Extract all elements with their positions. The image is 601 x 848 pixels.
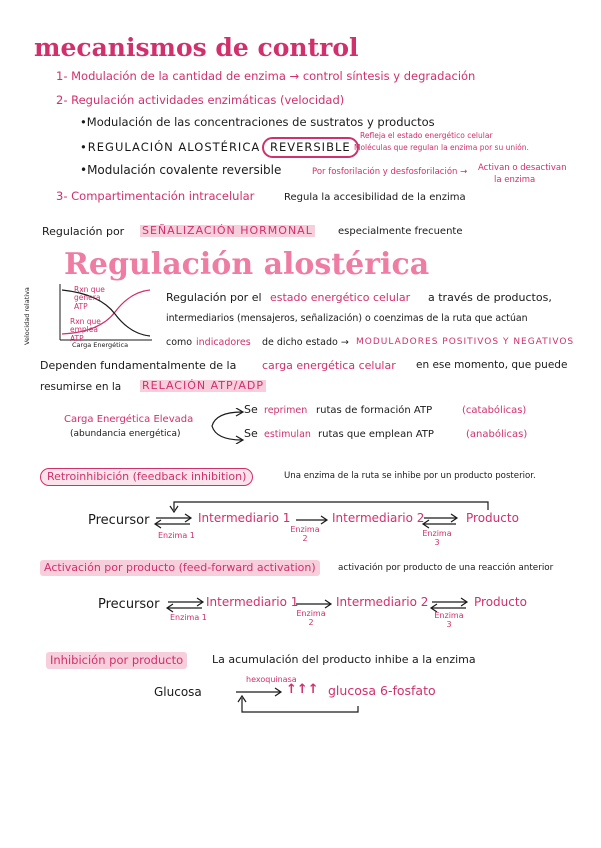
allosteric-line1-a: Regulación por el (166, 291, 262, 304)
sublist-item-3-note-2: la enzima (494, 175, 536, 185)
product-inhibition-heading: Inhibición por producto (46, 652, 187, 669)
branch2-a: Se (244, 427, 258, 440)
fb-inter2: Intermediario 2 (332, 511, 425, 525)
hormonal-suffix: especialmente frecuente (338, 226, 463, 237)
list-item-1: 1- Modulación de la cantidad de enzima → control síntesis y degradación (56, 69, 476, 83)
branch1-d: (catabólicas) (462, 405, 527, 416)
feedback-heading: Retroinhibición (feedback inhibition) (40, 468, 253, 486)
allosteric-line1-b: estado energético celular (270, 291, 411, 304)
graph-label-1: Rxn que genera ATP (74, 285, 105, 311)
allosteric-line4-b: carga energética celular (262, 359, 396, 372)
charge-label: Carga Energética Elevada (64, 414, 194, 425)
fb-product: Producto (466, 511, 519, 525)
allosteric-line5-a: resumirse en la (40, 381, 122, 393)
feedback-desc: Una enzima de la ruta se inhibe por un producto posterior. (284, 471, 536, 481)
sublist-item-3: •Modulación covalente reversible (80, 163, 282, 177)
list-item-3: 3- Compartimentación intracelular (56, 189, 255, 203)
allosteric-heading: Regulación alostérica (64, 247, 430, 282)
page-title: mecanismos de control (34, 33, 359, 62)
branch1-c: rutas de formación ATP (316, 405, 433, 416)
ff-enz2: Enzima 2 (296, 609, 326, 627)
fb-enz3: Enzima 3 (422, 529, 452, 547)
branch-arrows (206, 408, 246, 444)
ff-precursor: Precursor (98, 597, 160, 612)
graph-ylabel: Velocidad relativa (23, 287, 31, 345)
allosteric-line2: intermediarios (mensajeros, señalización) o coenzimas de la ruta que actúan (166, 313, 528, 324)
allosteric-line3-a: como (166, 337, 193, 348)
sublist-item-1: •Modulación de las concentraciones de sustratos y productos (80, 115, 435, 129)
ff-inter2: Intermediario 2 (336, 595, 429, 609)
list-item-2: 2- Regulación actividades enzimáticas (velocidad) (56, 93, 345, 107)
allosteric-line5-b: RELACIÓN ATP/ADP (142, 379, 264, 392)
fb-enz1: Enzima 1 (158, 531, 195, 540)
list-item-3-detail: Regula la accesibilidad de la enzima (284, 192, 466, 203)
allosteric-line3-c: de dicho estado → (262, 337, 349, 348)
ff-inter1: Intermediario 1 (206, 595, 299, 609)
allosteric-line4-c: en ese momento, que puede (416, 359, 568, 371)
branch1-b: reprimen (264, 405, 308, 416)
allosteric-line4-a: Dependen fundamentalmente de la (40, 359, 237, 372)
graph-label-2: Rxn que emplea ATP (70, 317, 101, 343)
feedforward-heading: Activación por producto (feed-forward activation) (40, 560, 320, 576)
fb-precursor: Precursor (88, 513, 150, 528)
branch2-b: estimulan (264, 429, 311, 440)
fb-enz2: Enzima 2 (290, 525, 320, 543)
enzyme-hexoquinasa: hexoquinasa (246, 675, 297, 684)
reversible-box: REVERSIBLE (262, 137, 359, 158)
sublist-item-2: •REGULACIÓN ALOSTÉRICA (80, 140, 261, 154)
fb-inter1: Intermediario 1 (198, 511, 291, 525)
hormonal-prefix: Regulación por (42, 225, 125, 238)
up-arrows: ↑↑↑ (286, 682, 319, 697)
allosteric-line3-d: MODULADORES POSITIVOS Y NEGATIVOS (356, 337, 575, 347)
glucosa-6-fosfato: glucosa 6-fosfato (328, 683, 436, 698)
branch1-a: Se (244, 403, 258, 416)
sublist-item-3-detail: Por fosforilación y desfosforilación → (312, 167, 468, 177)
branch2-d: (anabólicas) (466, 429, 528, 440)
allosteric-line3-b: indicadores (196, 337, 251, 348)
feedforward-desc: activación por producto de una reacción anterior (338, 563, 554, 573)
ff-product: Producto (474, 595, 527, 609)
product-inhibition-desc: La acumulación del producto inhibe a la enzima (212, 653, 476, 666)
charge-sub: (abundancia energética) (70, 429, 181, 439)
hormonal-highlight: SEÑALIZACIÓN HORMONAL (142, 224, 313, 237)
sublist-item-3-note-1: Activan o desactivan (478, 163, 567, 173)
ff-enz3: Enzima 3 (434, 611, 464, 629)
branch2-c: rutas que emplean ATP (318, 429, 434, 440)
glucosa: Glucosa (154, 685, 202, 699)
sublist-note-2: Moléculas que regulan la enzima por su unión. (354, 143, 529, 152)
sublist-note-1: Refleja el estado energético celular (360, 131, 493, 140)
ff-enz1: Enzima 1 (170, 613, 207, 622)
allosteric-line1-c: a través de productos, (428, 291, 552, 304)
graph-xlabel: Carga Energética (72, 341, 129, 349)
